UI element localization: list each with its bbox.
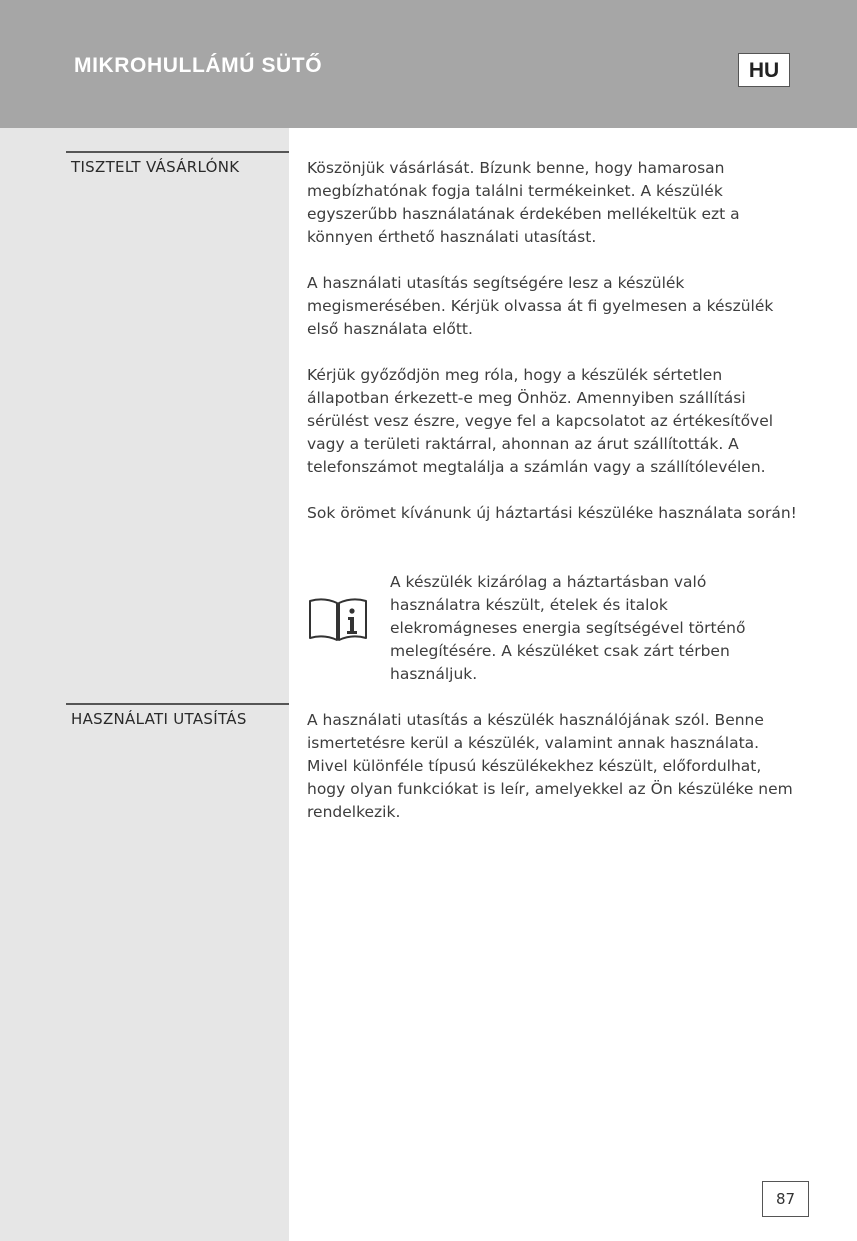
paragraph-manual-help: A használati utasítás segítségére lesz a készülék megismerésében. Kérjük olvassa át fi gyelmesen a készülék első használata előtt. [307,274,774,338]
info-book-icon [307,598,369,642]
page-title: MIKROHULLÁMÚ SÜTŐ [74,54,323,77]
paragraph-thanks: Köszönjük vásárlását. Bízunk benne, hogy hamarosan megbízhatónak fogja találni termékeinket. A készülék egyszerűbb használatának érdekében mellékeltük ezt a könnyen érthető használati utasítást. [307,159,740,246]
paragraph-manual-scope: A használati utasítás a készülék használójának szól. Benne ismertetésre kerül a készülék, valamint annak használata. Mivel különféle típusú készülékekhez készült, előfordulhat, hogy olyan funkciókat is leír, amelyekkel az Ön készüléke nem rendelkezik. [307,711,793,821]
language-badge: HU [738,53,790,87]
sidebar-panel [0,128,289,1241]
info-note-text: A készülék kizárólag a háztartásban való használatra készült, ételek és italok elekromágneses energia segítségével történő melegítésére. A készüléket csak zárt térben használjuk. [390,573,746,683]
section-heading-user-manual: HASZNÁLATI UTASÍTÁS [66,703,289,728]
header-bar [0,0,857,128]
paragraph-enjoy: Sok örömet kívánunk új háztartási készüléke használata során! [307,504,797,522]
page-number-badge: 87 [762,1181,809,1217]
section-heading-dear-customer: TISZTELT VÁSÁRLÓNK [66,151,289,176]
paragraph-check-damage: Kérjük győződjön meg róla, hogy a készülék sértetlen állapotban érkezett-e meg Önhöz. Amennyiben szállítási sérülést vesz észre, vegye fel a kapcsolatot az értékesítővel vagy a területi raktárral, ahonnan az árut szállították. A telefonszámot megtalálja a számlán vagy a szállítólevélen. [307,366,774,476]
